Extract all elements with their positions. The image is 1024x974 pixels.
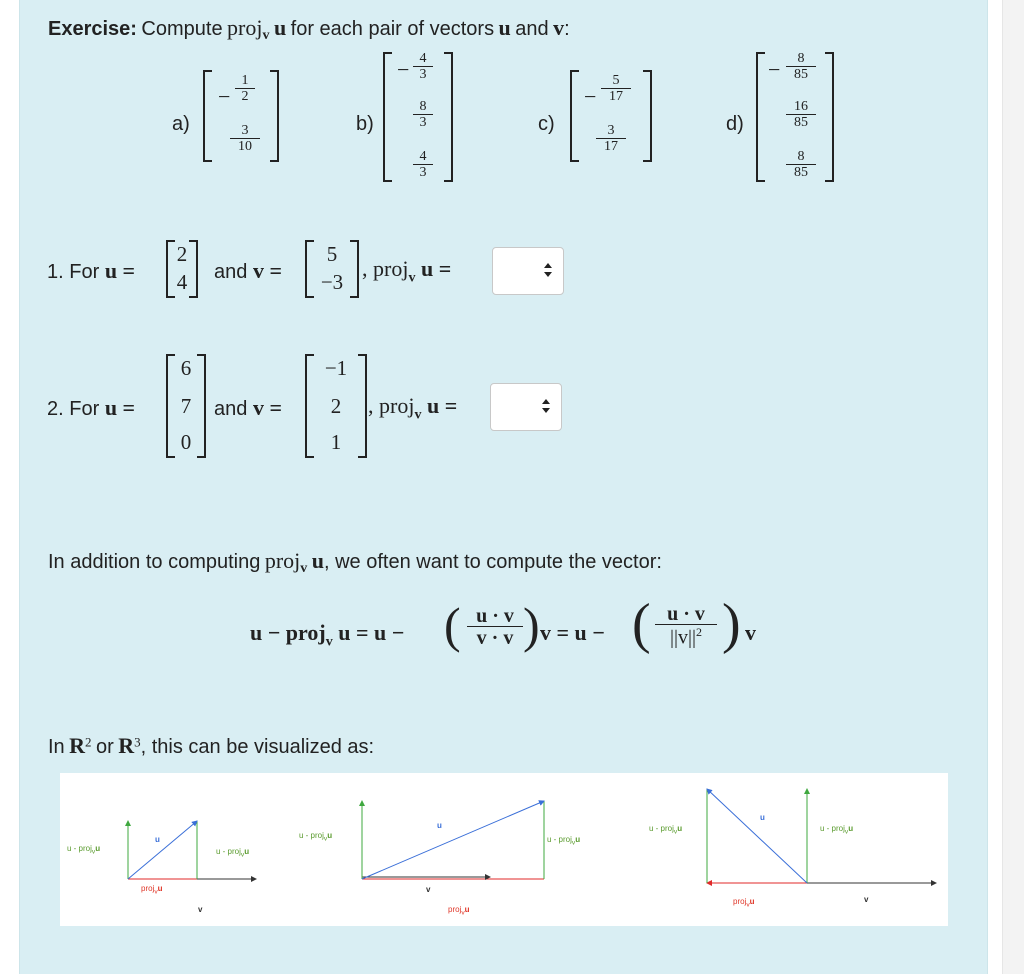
visualize-rest: , this can be visualized as: bbox=[140, 736, 375, 758]
label-u-minus-proj: u - proj$_v$u bbox=[820, 824, 854, 836]
proj-word: proj bbox=[227, 15, 263, 40]
q2-proj bbox=[368, 393, 457, 423]
vector-entry: −3 bbox=[320, 270, 344, 294]
q1-v-eq: v = bbox=[252, 258, 282, 283]
projection-diagrams bbox=[60, 773, 948, 926]
q1-u-vector bbox=[166, 240, 198, 298]
diagram-3 bbox=[707, 789, 936, 883]
exercise-prompt-and: and bbox=[515, 18, 549, 40]
q2-for-label: 2. For bbox=[47, 398, 100, 420]
r3-symbol: R bbox=[118, 733, 135, 758]
vector-entry: 5 bbox=[326, 242, 338, 266]
left-bracket bbox=[756, 52, 765, 182]
r2-exp: 2 bbox=[85, 734, 92, 750]
r2-symbol: R bbox=[69, 733, 86, 758]
vector-u bbox=[128, 821, 197, 879]
formula-fraction-1: $\frac{u \cdot v}{v \cdot v}$ bbox=[467, 606, 523, 648]
vector-entry: 1 bbox=[330, 430, 342, 454]
vector-entry: 6 bbox=[180, 356, 192, 380]
q2-u-eq: u = bbox=[104, 395, 136, 420]
up-down-arrows-icon bbox=[541, 398, 551, 416]
exercise-heading bbox=[48, 15, 570, 43]
bold-v: v bbox=[553, 15, 565, 40]
right-bracket bbox=[643, 70, 652, 162]
left-paren-2: ( bbox=[632, 593, 651, 655]
exercise-prompt-start: Compute bbox=[141, 18, 223, 40]
scrollbar[interactable] bbox=[1002, 0, 1024, 974]
visualize-sentence bbox=[48, 733, 374, 759]
formula-lhs bbox=[250, 620, 404, 650]
bold-u-2: u bbox=[498, 15, 511, 40]
right-bracket bbox=[825, 52, 834, 182]
label-u-minus-proj: u - proj$_v$u bbox=[67, 844, 101, 856]
option-b-label: b) bbox=[356, 113, 374, 135]
addition-sub: v bbox=[300, 561, 308, 577]
right-bracket bbox=[444, 52, 453, 182]
bold-u: u bbox=[273, 15, 287, 40]
label-v: v bbox=[198, 905, 203, 914]
label-u-minus-proj: u - proj$_v$u bbox=[547, 835, 581, 847]
proj-sub: v bbox=[262, 28, 270, 44]
label-u-minus-proj: u - proj$_v$u bbox=[299, 831, 333, 843]
norm-exp: 2 bbox=[696, 625, 702, 639]
label-u: u bbox=[760, 813, 765, 822]
formula-lhs-text: u − proj bbox=[250, 620, 326, 645]
label-u-minus-proj: u - proj$_v$u bbox=[649, 824, 683, 836]
option-d-matrix bbox=[756, 52, 834, 182]
up-down-arrows-icon bbox=[543, 262, 553, 280]
q1-proj bbox=[362, 256, 451, 286]
q1-for-label: 1. For bbox=[47, 261, 100, 283]
q2-u-vector bbox=[166, 354, 206, 458]
option-b-matrix bbox=[383, 52, 453, 182]
option-c-matrix bbox=[570, 70, 652, 162]
minus-sign: − bbox=[397, 57, 410, 82]
label-v: v bbox=[426, 885, 431, 894]
formula-sub: v bbox=[325, 634, 333, 650]
option-d-label: d) bbox=[726, 113, 744, 135]
fraction: $\frac{8}{85}$ bbox=[786, 150, 816, 180]
label-v: v bbox=[864, 895, 869, 904]
fraction: $\frac{3}{17}$ bbox=[596, 124, 626, 154]
q2-proj-u: u = bbox=[426, 393, 458, 418]
q1-u-eq: u = bbox=[104, 258, 136, 283]
fraction: $\frac{1}{2}$ bbox=[235, 74, 255, 104]
q1-proj-text: , proj bbox=[362, 256, 409, 281]
q2-proj-sub: v bbox=[414, 407, 422, 423]
label-u: u bbox=[437, 821, 442, 830]
left-paren-1: ( bbox=[444, 597, 461, 653]
exercise-label: Exercise: bbox=[48, 18, 137, 40]
label-u-minus-proj: u - proj$_v$u bbox=[216, 847, 250, 859]
vector-entry: 4 bbox=[176, 270, 188, 294]
label-u: u bbox=[155, 835, 160, 844]
visualize-in: In bbox=[48, 736, 65, 758]
fraction: $\frac{4}{3}$ bbox=[413, 52, 433, 82]
q2-v-eq: v = bbox=[252, 395, 282, 420]
fraction: $\frac{16}{85}$ bbox=[786, 100, 816, 130]
q1-proj-sub: v bbox=[408, 270, 416, 286]
formula-mid2: v = u − bbox=[540, 620, 605, 645]
left-bracket bbox=[383, 52, 392, 182]
minus-sign: − bbox=[768, 57, 781, 82]
q2-and-label: and bbox=[214, 398, 248, 420]
label-proj-u: proj$_v$u bbox=[733, 897, 755, 909]
vector-entry: 2 bbox=[176, 242, 188, 266]
exercise-colon: : bbox=[564, 18, 570, 40]
option-c-label: c) bbox=[538, 113, 555, 135]
vector-u bbox=[707, 789, 807, 883]
q1-answer-select[interactable] bbox=[492, 247, 564, 295]
q2-answer-select[interactable] bbox=[490, 383, 562, 431]
diagram-2 bbox=[362, 801, 544, 879]
q2-and bbox=[214, 395, 282, 421]
q1-prefix bbox=[47, 258, 135, 284]
q2-prefix bbox=[47, 395, 135, 421]
q1-v-vector bbox=[305, 240, 359, 298]
formula-end: v bbox=[745, 620, 756, 645]
fraction: $\frac{8}{85}$ bbox=[786, 52, 816, 82]
r3-exp: 3 bbox=[134, 734, 141, 750]
minus-sign: − bbox=[584, 84, 597, 109]
vector-u bbox=[362, 801, 544, 879]
norm-v: ||v|| bbox=[669, 626, 696, 649]
addition-after: , we often want to compute the vector: bbox=[323, 551, 662, 573]
right-paren-2: ) bbox=[722, 593, 741, 655]
addition-u: u bbox=[311, 548, 324, 573]
formula-mid1: u = u − bbox=[338, 620, 405, 645]
q1-and bbox=[214, 258, 282, 284]
formula-fraction-2: $\frac{u \cdot v}{||v||^2}$ bbox=[655, 604, 717, 648]
option-a-label: a) bbox=[172, 113, 190, 135]
vector-entry: 2 bbox=[330, 394, 342, 418]
option-a-matrix bbox=[203, 70, 279, 162]
label-proj-u: proj$_v$u bbox=[141, 884, 163, 896]
addition-proj: proj bbox=[264, 548, 301, 573]
addition-before: In addition to computing bbox=[48, 551, 261, 573]
q1-proj-u: u = bbox=[420, 256, 452, 281]
vector-entry: −1 bbox=[324, 356, 348, 380]
left-bracket bbox=[203, 70, 212, 162]
q1-and-label: and bbox=[214, 261, 248, 283]
addition-paragraph bbox=[48, 548, 662, 577]
fraction: $\frac{5}{17}$ bbox=[601, 74, 631, 104]
label-proj-u: proj$_v$u bbox=[448, 905, 470, 917]
fraction: $\frac{8}{3}$ bbox=[413, 100, 433, 130]
fraction: $\frac{3}{10}$ bbox=[230, 124, 260, 154]
visualize-or: or bbox=[95, 736, 114, 758]
q2-proj-text: , proj bbox=[368, 393, 415, 418]
vector-entry: 7 bbox=[180, 394, 192, 418]
left-bracket bbox=[570, 70, 579, 162]
exercise-prompt-mid: for each pair of vectors bbox=[290, 18, 495, 40]
q2-v-vector bbox=[305, 354, 367, 458]
vector-entry: 0 bbox=[180, 430, 192, 454]
right-bracket bbox=[270, 70, 279, 162]
minus-sign: − bbox=[218, 84, 231, 109]
right-paren-1: ) bbox=[523, 597, 540, 653]
projection-diagrams-svg bbox=[60, 773, 948, 926]
fraction: $\frac{4}{3}$ bbox=[413, 150, 433, 180]
